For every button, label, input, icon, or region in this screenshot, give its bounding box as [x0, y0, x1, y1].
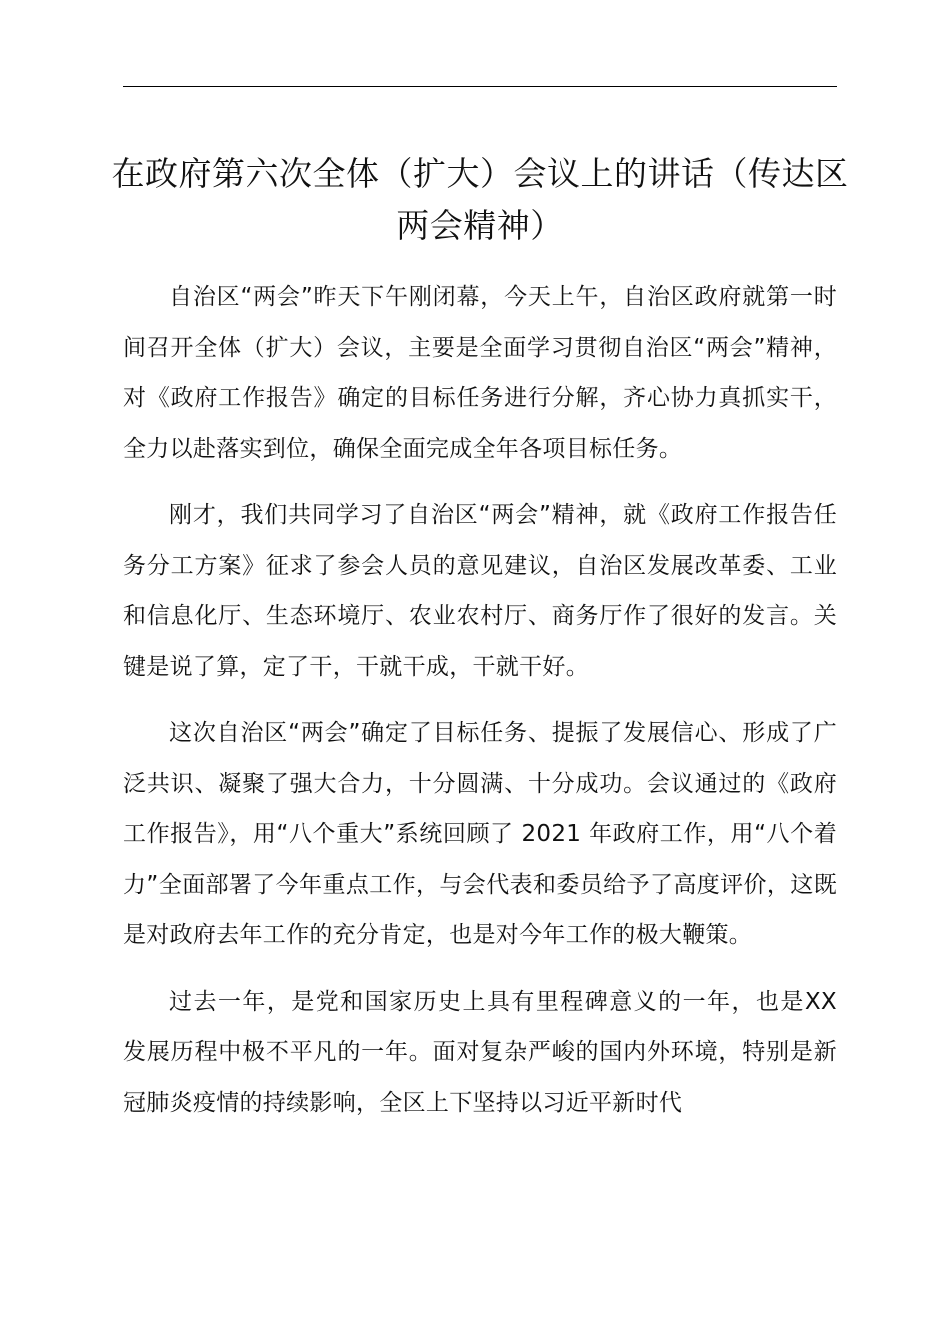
paragraph-4: 过去一年，是党和国家历史上具有里程碑意义的一年，也是XX 发展历程中极不平凡的一年。面对复杂严峻的国内外环境，特别是新冠肺炎疫情的持续影响，全区上下坚持以习近平新时代 [123, 988, 837, 1116]
header-rule [123, 86, 837, 87]
paragraph-2: 刚才，我们共同学习了自治区“两会”精神，就《政府工作报告任务分工方案》征求了参会人员的意见建议，自治区发展改革委、工业和信息化厅、生态环境厅、农业农村厅、商务厅作了很好的发言。关键是说了算，定了干，干就干成，干就干好。 [123, 502, 837, 680]
document-title: 在政府第六次全体（扩大）会议上的讲话（传达区两会精神） [111, 154, 849, 245]
paragraph-1: 自治区“两会”昨天下午刚闭幕，今天上午，自治区政府就第一时间召开全体（扩大）会议，主要是全面学习贯彻自治区“两会”精神，对《政府工作报告》确定的目标任务进行分解，齐心协力真抓实干，全力以赴落实到位，确保全面完成全年各项目标任务。 [123, 284, 837, 462]
document-body [123, 272, 837, 1144]
paragraph-3: 这次自治区“两会”确定了目标任务、提振了发展信心、形成了广泛共识、凝聚了强大合力，十分圆满、十分成功。会议通过的《政府工作报告》，用“八个重大”系统回顾了 2021 年政府工作，用“八个着力”全面部署了今年重点工作，与会代表和委员给予了高度评价，这既是对政府去年工作的充分肯定，也是对今年工作的极大鞭策。 [123, 720, 837, 948]
